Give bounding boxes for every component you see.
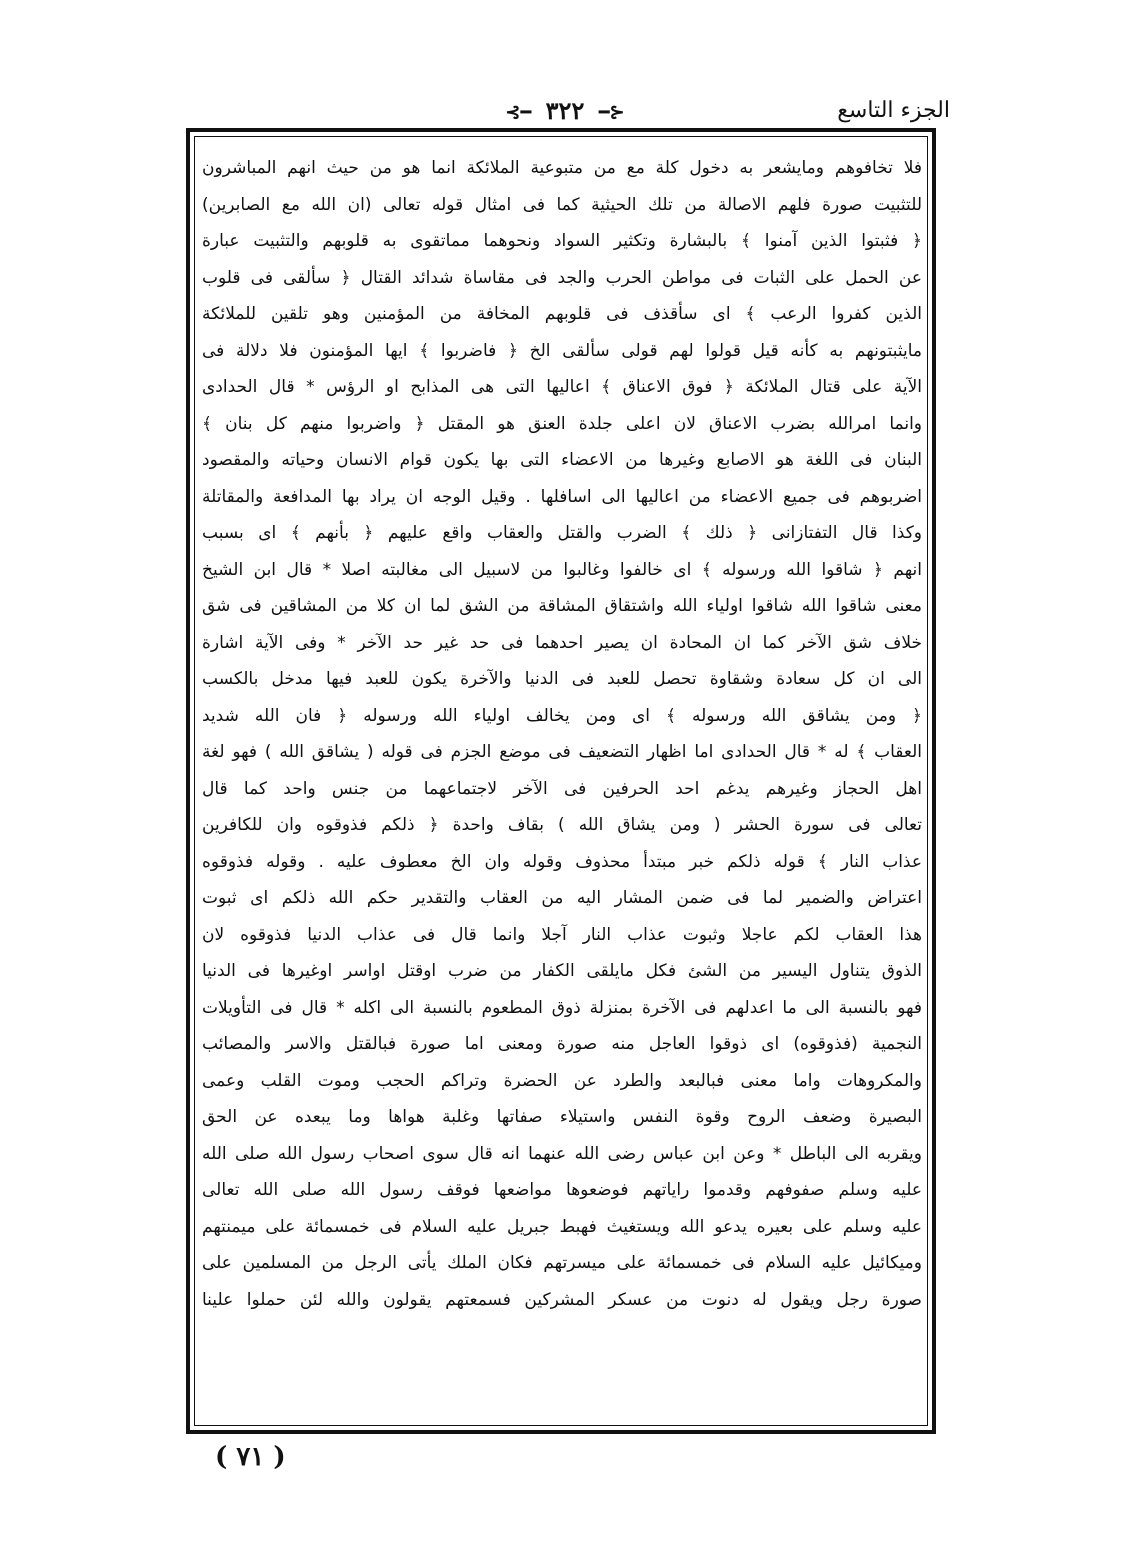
text-line: ﴿ ومن يشاقق الله ورسوله ﴾ اى ومن يخالف اولياء الله ورسوله ﴿ فان الله شديد (202, 705, 922, 726)
ornament-left: ⊰━ (598, 102, 625, 123)
text-line: خلاف شق الآخر كما ان المحادة ان يصير احدهما فى حد غير حد الآخر * وفى الآية اشارة (202, 632, 922, 653)
text-line: عذاب النار ﴾ قوله ذلكم خبر مبتدأ محذوف وقوله وان الخ معطوف عليه . وقوله فذوقوه (202, 851, 922, 872)
text-line: عن الحمل على الثبات فى مواطن الحرب والجد فى مقاساة شدائد القتال ﴿ سألقى فى قلوب (202, 267, 922, 288)
text-line: الى ان كل سعادة وشقاوة تحصل للعبد فى الدنيا والآخرة يكون للعبد فيها مدخل بالكسب (202, 669, 922, 689)
text-line: العقاب ﴾ له * قال الحدادى اما اظهار التضعيف فى موضع الجزم فى قوله ( يشاقق الله ) فهو لغة (202, 742, 922, 762)
text-line: البصيرة وضعف الروح وقوة النفس واستيلاء صفاتها وغلبة هواها وما يبعده عن الحق (202, 1107, 922, 1127)
text-line: اهل الحجاز وغيرهم يدغم احد الحرفين فى الآخر لاجتماعهما من جنس واحد كما قال (202, 778, 922, 799)
text-line: عليه وسلم صفوفهم وقدموا راياتهم فوضعوها مواضعها فوقف رسول الله صلى الله تعالى (202, 1180, 922, 1200)
text-line: وميكائيل عليه السلام فى خمسمائة على ميسرتهم فكان الملك يأتى الرجل من المسلمين على (202, 1253, 922, 1273)
text-line: معنى شاقوا الله شاقوا اولياء الله واشتقاق المشاقة من الشق لما ان كلا من المشاقين فى شق (202, 596, 922, 616)
text-line: الآية على قتال الملائكة ﴿ فوق الاعناق ﴾ اعاليها التى هى المذابح او الرؤس * قال الحدادى (202, 377, 922, 397)
text-line: النجمية (فذوقوه) اى ذوقوا العاجل منه صورة ومعنى اما صورة فبالقتل والاسر والمصائب (202, 1034, 922, 1054)
text-line: البنان فى اللغة هو الاصابع وغيرها من الاعضاء التى بها يكون قوام الانسان وحياته والمقصود (202, 450, 922, 470)
text-line: صورة رجل ويقول له دنوت من عسكر المشركين فسمعتهم يقولون والله لئن حملوا علينا (202, 1289, 922, 1310)
text-line: ويقربه الى الباطل * وعن ابن عباس رضى الله عنهما انه قال سوى اصحاب رسول الله صلى الله (202, 1143, 922, 1164)
signature-mark: ( ٧١ ) (215, 1442, 286, 1472)
page-number: ٣٢٢ (545, 96, 585, 125)
page-number-block (190, 96, 940, 125)
text-line: ﴿ فثبتوا الذين آمنوا ﴾ بالبشارة وتكثير السواد ونحوهما مماتقوى به قلوبهم والتثبيت عبارة (202, 231, 922, 251)
text-line: عليه وسلم على بعيره يدعو الله ويستغيث فهبط جبريل عليه السلام فى خمسمائة على ميمنتهم (202, 1216, 922, 1237)
text-line: اعتراض والضمير لما فى ضمن المشار اليه من العقاب والتقدير حكم الله ذلكم اى ثبوت (202, 888, 922, 908)
text-line: اضربوهم فى جميع الاعضاء من اعاليها الى اسافلها . وقيل الوجه ان يراد بها المدافعة والمقاتلة (202, 486, 922, 507)
text-line: انهم ﴿ شاقوا الله ورسوله ﴾ اى خالفوا وغالبوا من لاسبيل الى مغالبته اصلا * قال ابن الشيخ (202, 559, 922, 580)
text-line: والمكروهات واما معنى فبالبعد والطرد عن الحضرة وتراكم الحجب وموت القلب وعمى (202, 1070, 922, 1091)
text-line: تعالى فى سورة الحشر ( ومن يشاق الله ) بقاف واحدة ﴿ ذلكم فذوقوه وان للكافرين (202, 815, 922, 835)
text-line: وكذا قال التفتازانى ﴿ ذلك ﴾ الضرب والقتل والعقاب واقع عليهم ﴿ بأنهم ﴾ اى بسبب (202, 523, 922, 543)
text-line: وانما امرالله بضرب الاعناق لان اعلى جلدة العنق هو المقتل ﴿ واضربوا منهم كل بنان ﴾ (202, 413, 922, 434)
text-line: فلا تخافوهم ومايشعر به دخول كلة مع من متبوعية الملائكة انما هو من حيث انهم المباشرون (202, 158, 922, 178)
part-title: الجزء التاسع (837, 98, 950, 123)
text-line: هذا العقاب لكم عاجلا وثبوت عذاب النار آجلا وانما قال فى عذاب الدنيا فذوقوه لان (202, 924, 922, 945)
text-line: فهو بالنسبة الى ما اعدلهم فى الآخرة بمنزلة ذوق المطعوم بالنسبة الى اكله * قال فى التأويلات (202, 997, 922, 1018)
text-line: للتثبيت صورة فلهم الاصالة من تلك الحيثية كما فى امثال قوله تعالى (ان الله مع الصابرين) (202, 194, 922, 215)
ornament-right: ━⊱ (505, 102, 532, 123)
text-body (202, 150, 922, 1318)
text-line: الذوق يتناول اليسير من الشئ فكل مايلقى الكفار من ضرب اوقتل اواسر اوغيرها فى الدنيا (202, 961, 922, 981)
text-line: الذين كفروا الرعب ﴾ اى سأقذف فى قلوبهم المخافة من المؤمنين وهو تلقين للملائكة (202, 304, 922, 324)
text-line: مايثبتونهم به كأنه قيل قولوا لهم قولى سألقى الخ ﴿ فاضربوا ﴾ ايها المؤمنون فلا دلالة فى (202, 340, 922, 361)
